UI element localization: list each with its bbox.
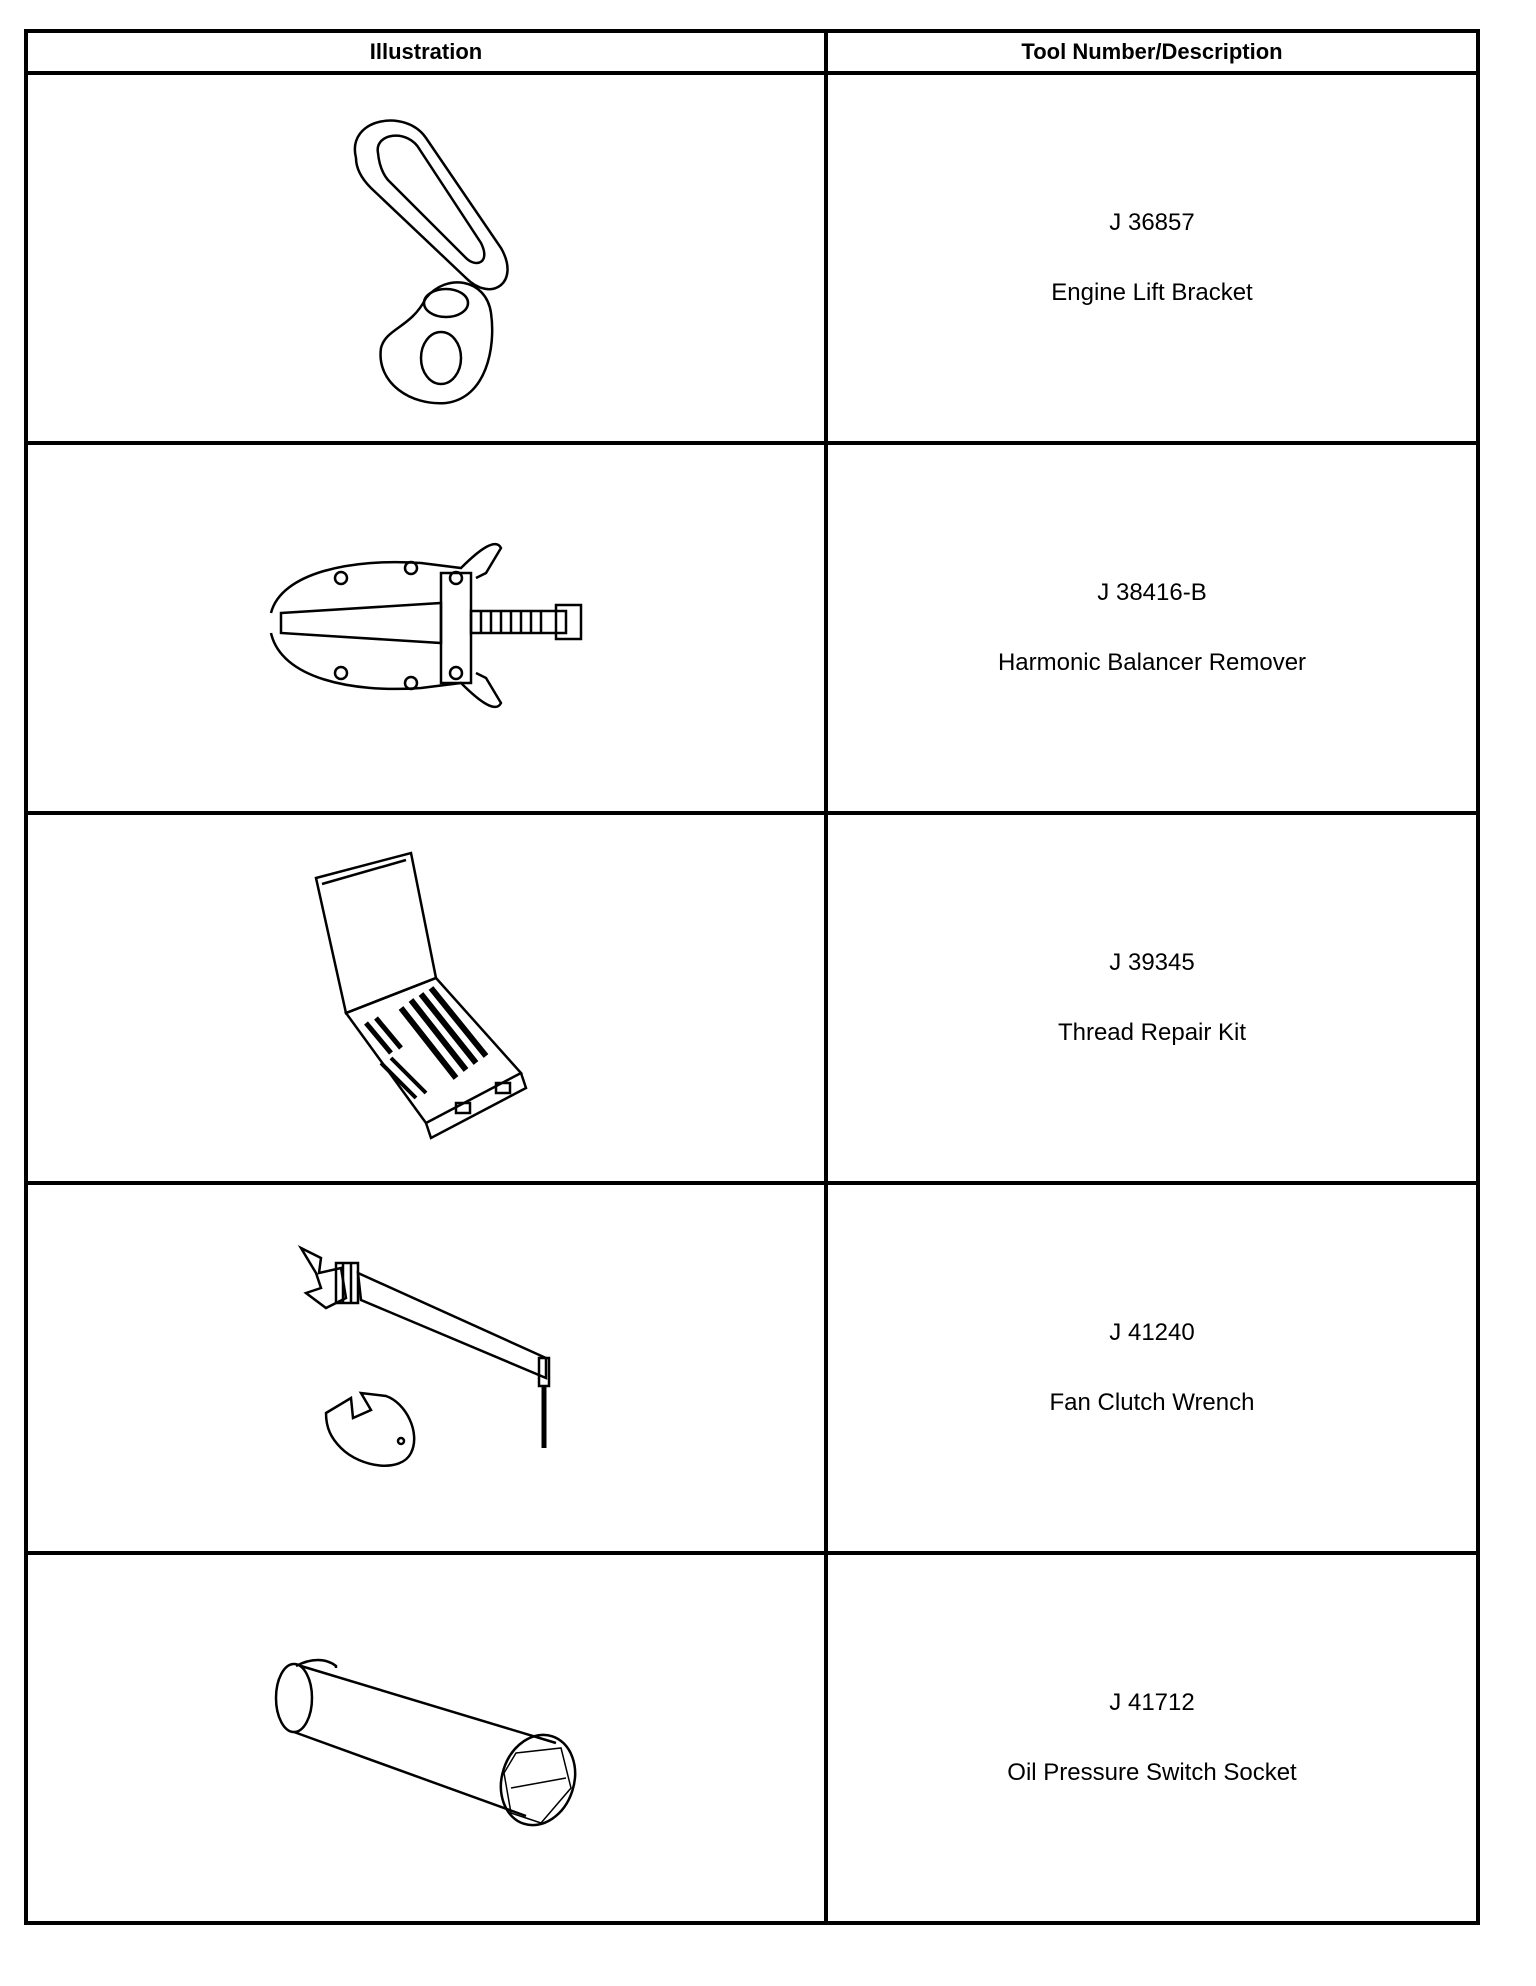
tool-description: Oil Pressure Switch Socket — [1007, 1759, 1297, 1786]
illustration-cell — [26, 1183, 826, 1553]
tool-description-cell — [826, 1553, 1478, 1923]
table-row — [26, 1553, 1478, 1923]
thread-repair-kit-icon — [306, 848, 546, 1148]
tool-number: J 41240 — [1109, 1319, 1195, 1346]
tool-description-cell — [826, 1183, 1478, 1553]
illustration-cell — [26, 1553, 826, 1923]
tool-description-cell — [826, 813, 1478, 1183]
oil-pressure-switch-socket-icon — [266, 1638, 586, 1838]
illustration-header: Illustration — [26, 31, 826, 73]
tool-description-cell — [826, 443, 1478, 813]
table-header-row — [26, 31, 1478, 73]
tool-number: J 36857 — [1109, 209, 1195, 236]
table-row — [26, 1183, 1478, 1553]
harmonic-balancer-remover-icon — [261, 533, 591, 723]
fan-clutch-wrench-icon — [291, 1238, 561, 1498]
tool-number: J 39345 — [1109, 949, 1195, 976]
engine-lift-bracket-icon — [316, 98, 536, 418]
illustration-cell — [26, 73, 826, 443]
illustration-cell — [26, 813, 826, 1183]
illustration-cell — [26, 443, 826, 813]
table-row — [26, 73, 1478, 443]
tool-description: Thread Repair Kit — [1057, 1019, 1247, 1046]
tool-description-cell — [826, 73, 1478, 443]
tool-number: J 41712 — [1109, 1689, 1195, 1716]
tool-description: Fan Clutch Wrench — [1049, 1389, 1255, 1416]
tool-number-description-header: Tool Number/Description — [826, 31, 1478, 73]
tool-number: J 38416-B — [1097, 579, 1207, 606]
tool-description: Engine Lift Bracket — [1051, 279, 1253, 306]
tool-description: Harmonic Balancer Remover — [997, 649, 1307, 676]
table-row — [26, 813, 1478, 1183]
table-row — [26, 443, 1478, 813]
special-tools-table — [24, 29, 1480, 1925]
